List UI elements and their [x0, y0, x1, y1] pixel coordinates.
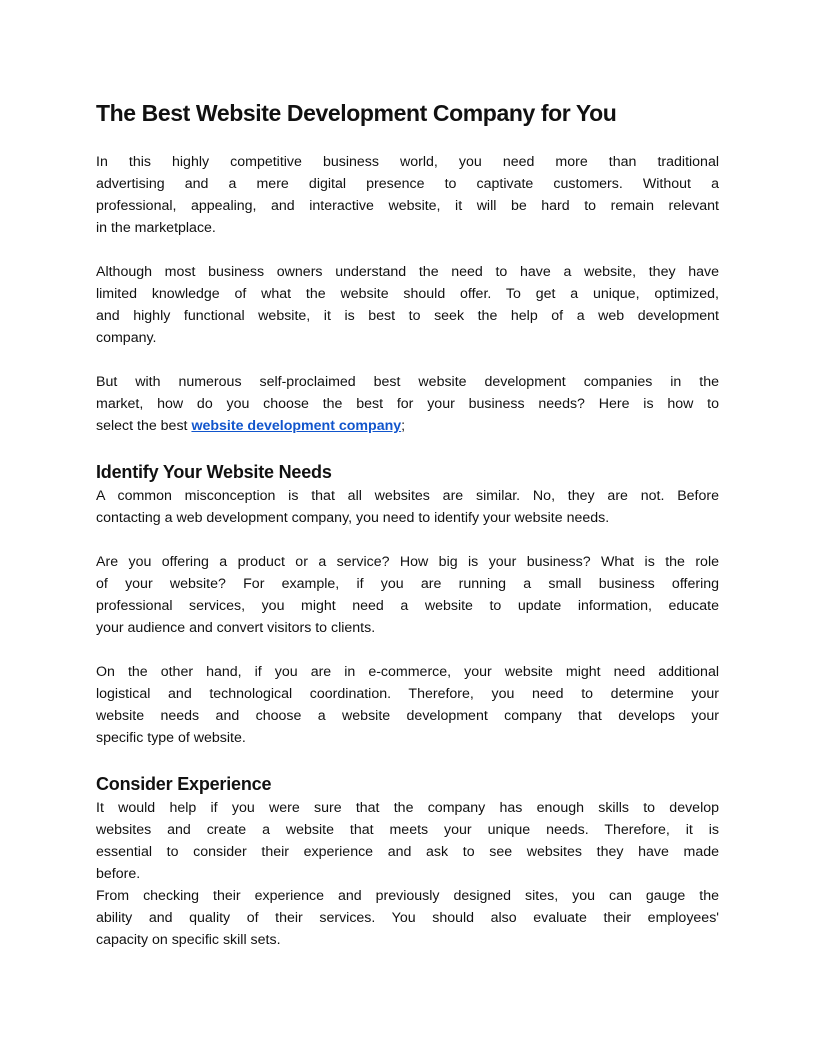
text-line: in the marketplace.	[96, 220, 216, 236]
paragraph	[96, 661, 719, 749]
document-title: The Best Website Development Company for You	[96, 100, 617, 126]
text-line: ability and quality of their services. You should also evaluate their employees'	[96, 910, 719, 926]
text-line: websites and create a website that meets your unique needs. Therefore, it is	[96, 822, 719, 838]
paragraph	[96, 551, 719, 639]
paragraph	[96, 151, 719, 239]
text-line: and highly functional website, it is best to seek the help of a web development	[96, 308, 719, 324]
text: ;	[401, 418, 406, 434]
text-line: professional services, you might need a website to update information, educate	[96, 598, 719, 614]
text-line: It would help if you were sure that the company has enough skills to develop	[96, 800, 719, 816]
paragraph	[96, 371, 719, 437]
section-heading: Identify Your Website Needs	[96, 462, 332, 482]
text-line: capacity on specific skill sets.	[96, 932, 281, 948]
paragraph	[96, 797, 719, 885]
text-line: contacting a web development company, you need to identify your website needs.	[96, 510, 610, 526]
text-line: In this highly competitive business world, you need more than traditional	[96, 154, 719, 170]
text-line: website needs and choose a website development company that develops your	[96, 708, 719, 724]
website-development-company-link[interactable]: website development company	[191, 418, 402, 434]
text-line: company.	[96, 330, 157, 346]
text-line: From checking their experience and previously designed sites, you can gauge the	[96, 888, 719, 904]
text-line: A common misconception is that all websites are similar. No, they are not. Before	[96, 488, 719, 504]
text-line: before.	[96, 866, 141, 882]
text: select the best	[96, 418, 192, 434]
text-line: essential to consider their experience and ask to see websites they have made	[96, 844, 719, 860]
text-line: But with numerous self-proclaimed best website development companies in the	[96, 374, 719, 390]
text-line	[96, 415, 719, 437]
text-line: On the other hand, if you are in e-commerce, your website might need additional	[96, 664, 719, 680]
text-line: logistical and technological coordination. Therefore, you need to determine your	[96, 686, 719, 702]
paragraph	[96, 885, 719, 951]
text-line: Although most business owners understand the need to have a website, they have	[96, 264, 719, 280]
text-line: your audience and convert visitors to clients.	[96, 620, 376, 636]
text-line: Are you offering a product or a service? How big is your business? What is the role	[96, 554, 719, 570]
paragraph	[96, 261, 719, 349]
paragraph	[96, 485, 719, 529]
text-line: specific type of website.	[96, 730, 246, 746]
sections	[96, 459, 719, 951]
text-line: advertising and a mere digital presence to captivate customers. Without a	[96, 176, 719, 192]
text-line: professional, appealing, and interactive website, it will be hard to remain relevant	[96, 198, 719, 214]
intro	[96, 151, 719, 437]
text-line: limited knowledge of what the website should offer. To get a unique, optimized,	[96, 286, 719, 302]
section-heading: Consider Experience	[96, 774, 272, 794]
text-line: market, how do you choose the best for your business needs? Here is how to	[96, 396, 719, 412]
text-line: of your website? For example, if you are running a small business offering	[96, 576, 719, 592]
